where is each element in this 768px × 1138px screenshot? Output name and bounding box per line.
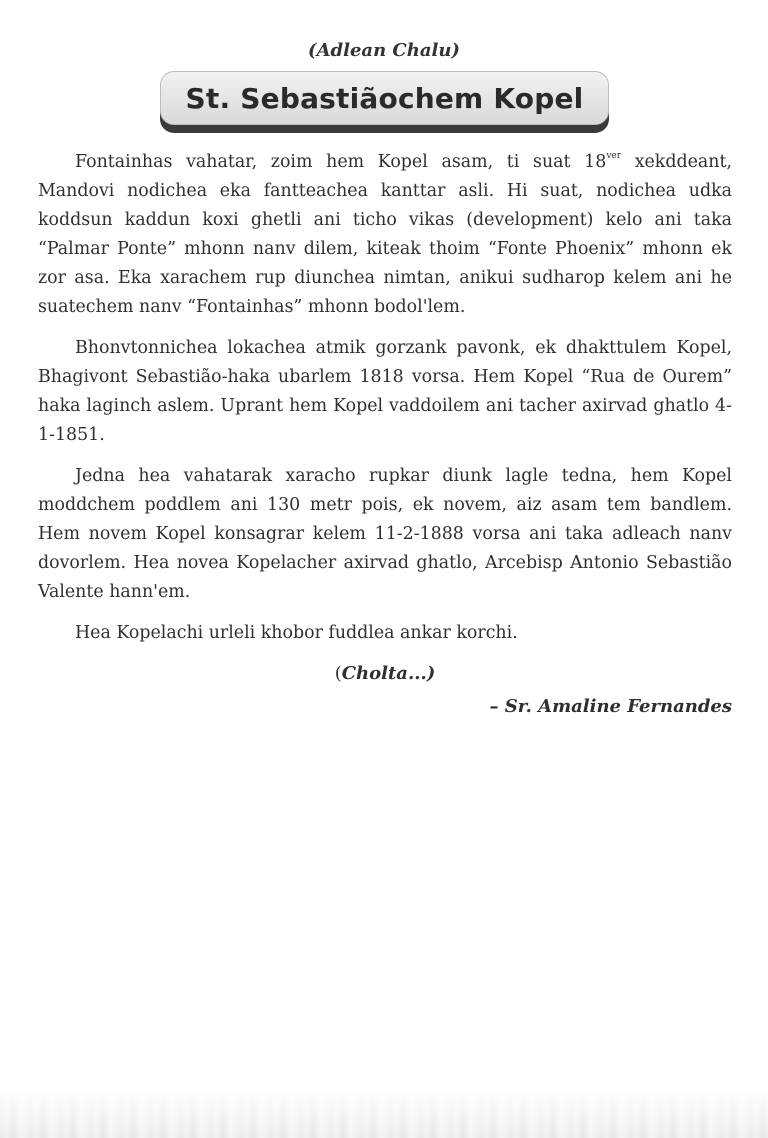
- title-banner: [160, 71, 609, 133]
- paragraph-1-rest: xekddeant, Mandovi nodichea eka fantteachea kanttar asli. Hi suat, nodichea udka koddsun kaddun koxi ghetli ani ticho vikas (development) kelo ani taka “Palmar Ponte” mhonn nanv dilem, kiteak thoim “Fonte Phoenix” mhonn ek zor asa. Eka xarachem rup diunchea nimtan, anikui sudharop kelem ani he suatechem nanv “Fontainhas” mhonn bodol'lem.: [38, 152, 732, 317]
- continued-open-paren: (: [334, 663, 342, 684]
- paragraph-1: [38, 148, 732, 322]
- paragraph-3: Jedna hea vahatarak xaracho rupkar diunk lagle tedna, hem Kopel moddchem poddlem ani 130 metr pois, ek novem, aiz asam tem bandlem. Hem novem Kopel konsagrar kelem 11-2-1888 vorsa ani taka adleach nanv dovorlem. Hea novea Kopelacher axirvad ghatlo, Arcebisp Antonio Sebastião Valente hann'em.: [38, 466, 732, 602]
- article-title: St. Sebastiãochem Kopel: [185, 81, 584, 115]
- footer-faded-photo: [0, 1090, 768, 1138]
- paragraph-2: Bhonvtonnichea lokachea atmik gorzank pavonk, ek dhakttulem Kopel, Bhagivont Sebastião-haka ubarlem 1818 vorsa. Hem Kopel “Rua de Ourem” haka laginch aslem. Uprant hem Kopel vaddoilem ani tacher axirvad ghatlo 4-1-1851.: [38, 338, 732, 445]
- paragraph-1-start: Fontainhas vahatar, zoim hem Kopel asam, ti suat 18: [75, 152, 607, 172]
- continued-note: [38, 660, 732, 688]
- title-banner-box: [160, 71, 609, 125]
- author-byline: – Sr. Amaline Fernandes: [489, 696, 732, 717]
- continued-label: Cholta...): [341, 663, 436, 684]
- article-body: [38, 148, 732, 721]
- paragraph-4: Hea Kopelachi urleli khobor fuddlea ankar korchi.: [75, 623, 518, 643]
- series-kicker: (Adlean Chalu): [308, 40, 460, 61]
- ordinal-superscript: ver: [606, 151, 622, 161]
